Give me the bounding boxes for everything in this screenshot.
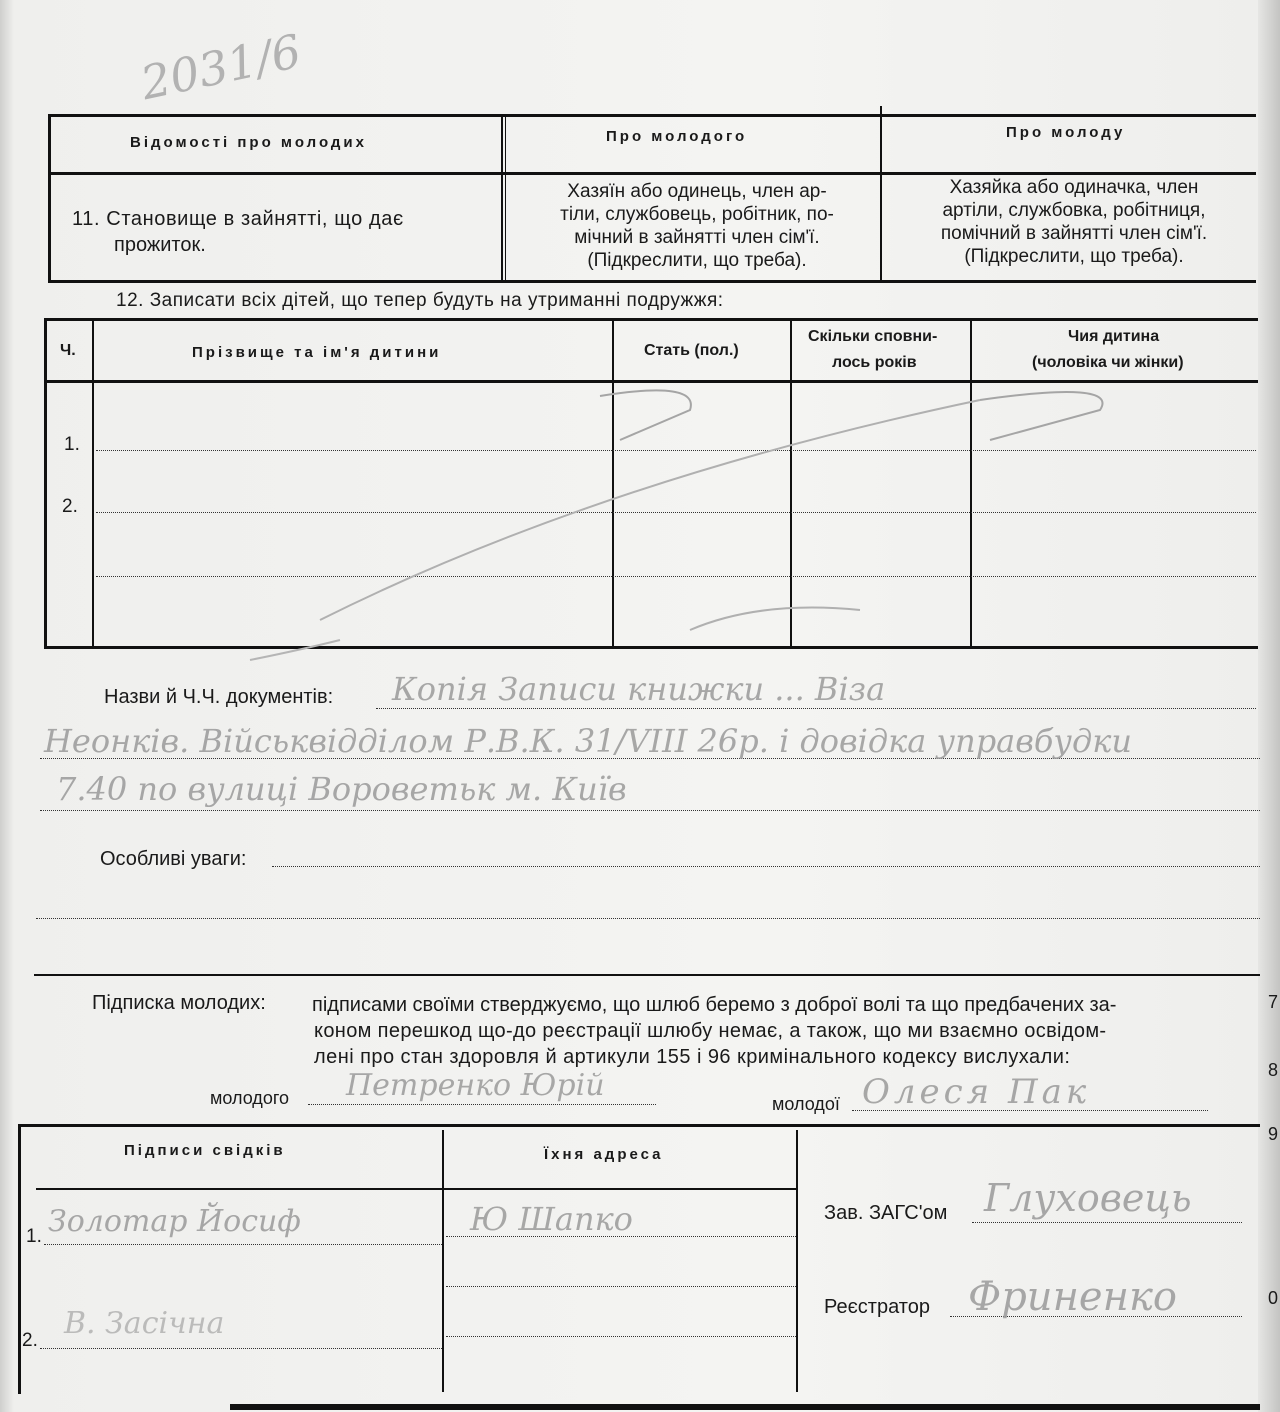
children-header-whose: (чоловіка чи жінки)	[1032, 354, 1184, 371]
documents-handwriting: Копія Записи книжки ... Віза	[392, 670, 886, 708]
witness2-signature: В. Засічна	[64, 1306, 225, 1341]
row11-label-line2: прожиток.	[114, 234, 206, 256]
declaration-text: лені про стан здоровля й артикули 155 і 96 кримінального кодексу вислухали:	[314, 1046, 1071, 1068]
pencil-strike-line	[250, 640, 340, 660]
witness-header-address: Їхня адреса	[544, 1146, 664, 1163]
groom-option-line: (Підкреслити, що треба).	[587, 250, 807, 271]
children-row-number: 1.	[64, 434, 80, 455]
pencil-strike-line	[320, 400, 980, 620]
witness1-address: Ю Шапко	[470, 1200, 633, 1238]
witness-row-number: 2.	[22, 1330, 38, 1351]
documents-handwriting: 7.40 по вулиці Вороветьк м. Київ	[56, 770, 627, 808]
header-col3: Про молоду	[1006, 124, 1126, 141]
header-col2: Про молодого	[606, 128, 748, 145]
declaration-text: коном перешкод що-до реєстрації шлюбу немає, а також, що ми взаємно освідом-	[314, 1020, 1107, 1042]
groom-option-line: Хазяїн або одинець, член ар-	[567, 181, 827, 202]
pencil-z-mark	[600, 390, 691, 440]
documents-handwriting: Неонків. Військвідділом Р.В.К. 31/VIII 26р. і довідка управбудки	[44, 722, 1132, 760]
bride-option-line: (Підкреслити, що треба).	[964, 246, 1184, 267]
registrar-signature: Фриненко	[968, 1274, 1177, 1320]
documents-label: Назви й Ч.Ч. документів:	[104, 686, 334, 708]
bride-option-line: артіли, службовка, робітниця,	[942, 200, 1206, 221]
groom-signature-label: молодого	[210, 1088, 290, 1108]
groom-signature: Петренко Юрій	[346, 1068, 605, 1103]
witness-row-number: 1.	[26, 1226, 42, 1247]
registrar-label: Реєстратор	[824, 1296, 930, 1318]
pencil-strike-line	[690, 608, 860, 631]
groom-option-line: тіли, службовець, робітник, по-	[560, 204, 834, 225]
edge-digit: 8	[1268, 1060, 1279, 1080]
children-header-age: Скільки сповни-	[808, 328, 938, 345]
row11-label-line1: 11. Становище в зайнятті, що дає	[72, 208, 404, 230]
header-col1: Відомості про молодих	[130, 134, 367, 151]
archive-number: 2031/6	[136, 23, 306, 111]
bride-signature-label: молодої	[772, 1094, 840, 1114]
children-header-name: Прізвище та ім'я дитини	[192, 344, 442, 361]
declaration-label: Підписка молодих:	[92, 992, 266, 1014]
witness1-signature: Золотар Йосиф	[48, 1204, 301, 1239]
registry-head-signature: Глуховець	[984, 1176, 1192, 1220]
children-header-whose: Чия дитина	[1068, 328, 1160, 345]
edge-digit: 9	[1268, 1124, 1279, 1144]
bride-option-line: Хазяйка або одиначка, член	[949, 177, 1199, 198]
edge-digit: 7	[1268, 992, 1279, 1012]
edge-digit: 0	[1268, 1288, 1279, 1308]
groom-option-line: мічний в зайнятті член сім'ї.	[574, 227, 820, 248]
bride-signature: Олеся Пак	[862, 1072, 1091, 1112]
registry-head-label: Зав. ЗАГС'ом	[824, 1202, 948, 1224]
declaration-text: підписами своїми стверджуємо, що шлюб беремо з доброї волі та що предбачених за-	[312, 994, 1117, 1016]
pencil-z-mark	[980, 392, 1103, 440]
bride-option-line: помічний в зайнятті член сім'ї.	[940, 223, 1208, 244]
children-header-num: Ч.	[60, 342, 76, 359]
row12-title: 12. Записати всіх дітей, що тепер будуть на утриманні подружжя:	[116, 290, 724, 311]
children-row-number: 2.	[62, 496, 78, 517]
children-header-age: лось років	[832, 354, 917, 371]
witness-header-signatures: Підписи свідків	[124, 1142, 286, 1159]
children-header-sex: Стать (пол.)	[644, 342, 739, 359]
remarks-label: Особливі уваги:	[100, 848, 247, 870]
